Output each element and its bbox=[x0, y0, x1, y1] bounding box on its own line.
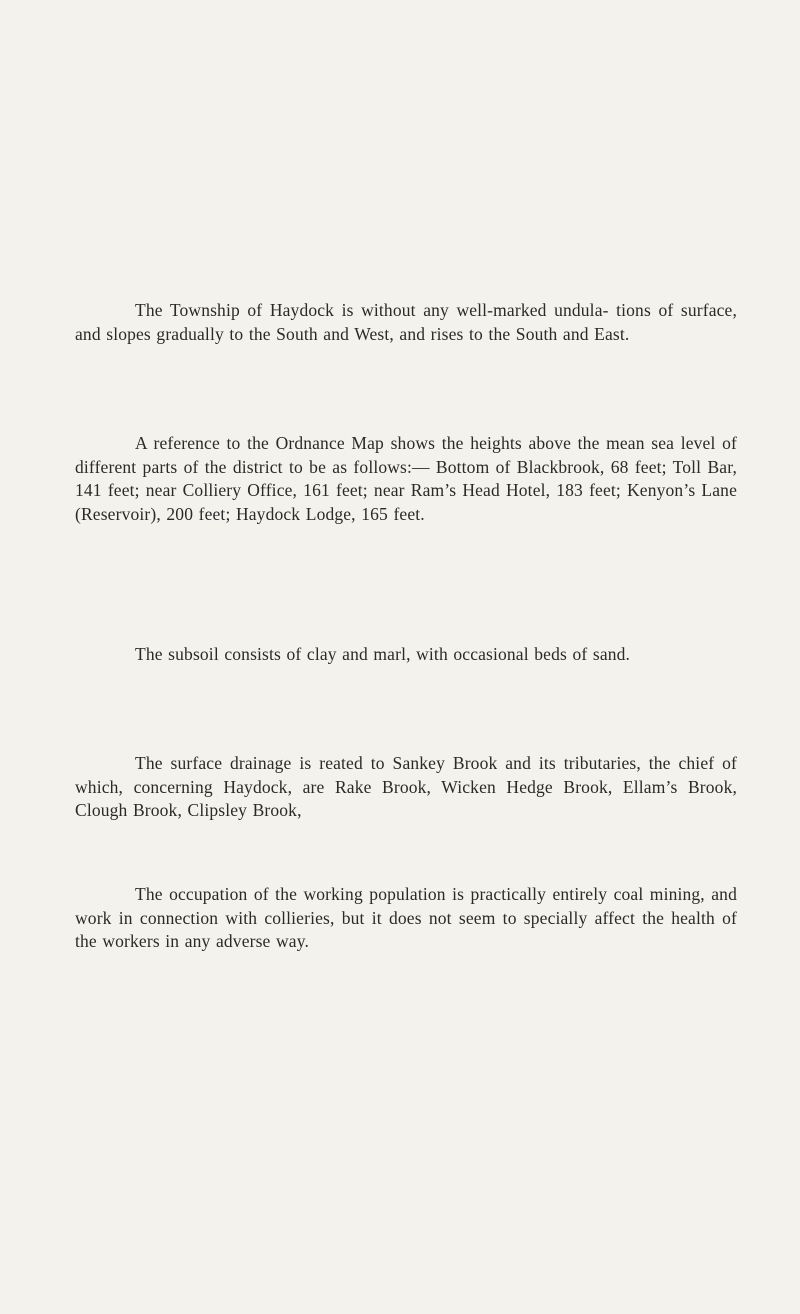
paragraph-drainage: The surface drainage is reated to Sankey Brook and its tributaries, the chief of which, concerning Haydock, are Rake Brook, Wicken Hedge Brook, Ellam’s Brook, Clough Brook, Clipsley Brook, bbox=[75, 753, 737, 820]
paragraph-occupation: The occupation of the working population is practically entirely coal mining, and work in connection with collieries, but it does not seem to specially affect the health of the workers in any adverse way. bbox=[75, 884, 737, 951]
paragraph-topography: The Township of Haydock is without any well-marked undula- tions of surface, and slopes gradually to the South and West, and rises to the South and East. bbox=[75, 300, 737, 344]
paragraph-heights: A reference to the Ordnance Map shows the heights above the mean sea level of different parts of the district to be as follows:— Bottom of Blackbrook, 68 feet; Toll Bar, 141 feet; near Colliery Office, 161 feet; near Ram’s Head Hotel, 183 feet; Kenyon’s Lane (Reservoir), 200 feet; Haydock Lodge, 165 feet. bbox=[75, 433, 737, 524]
paragraph-subsoil: The subsoil consists of clay and marl, with occasional beds of sand. bbox=[135, 644, 631, 664]
